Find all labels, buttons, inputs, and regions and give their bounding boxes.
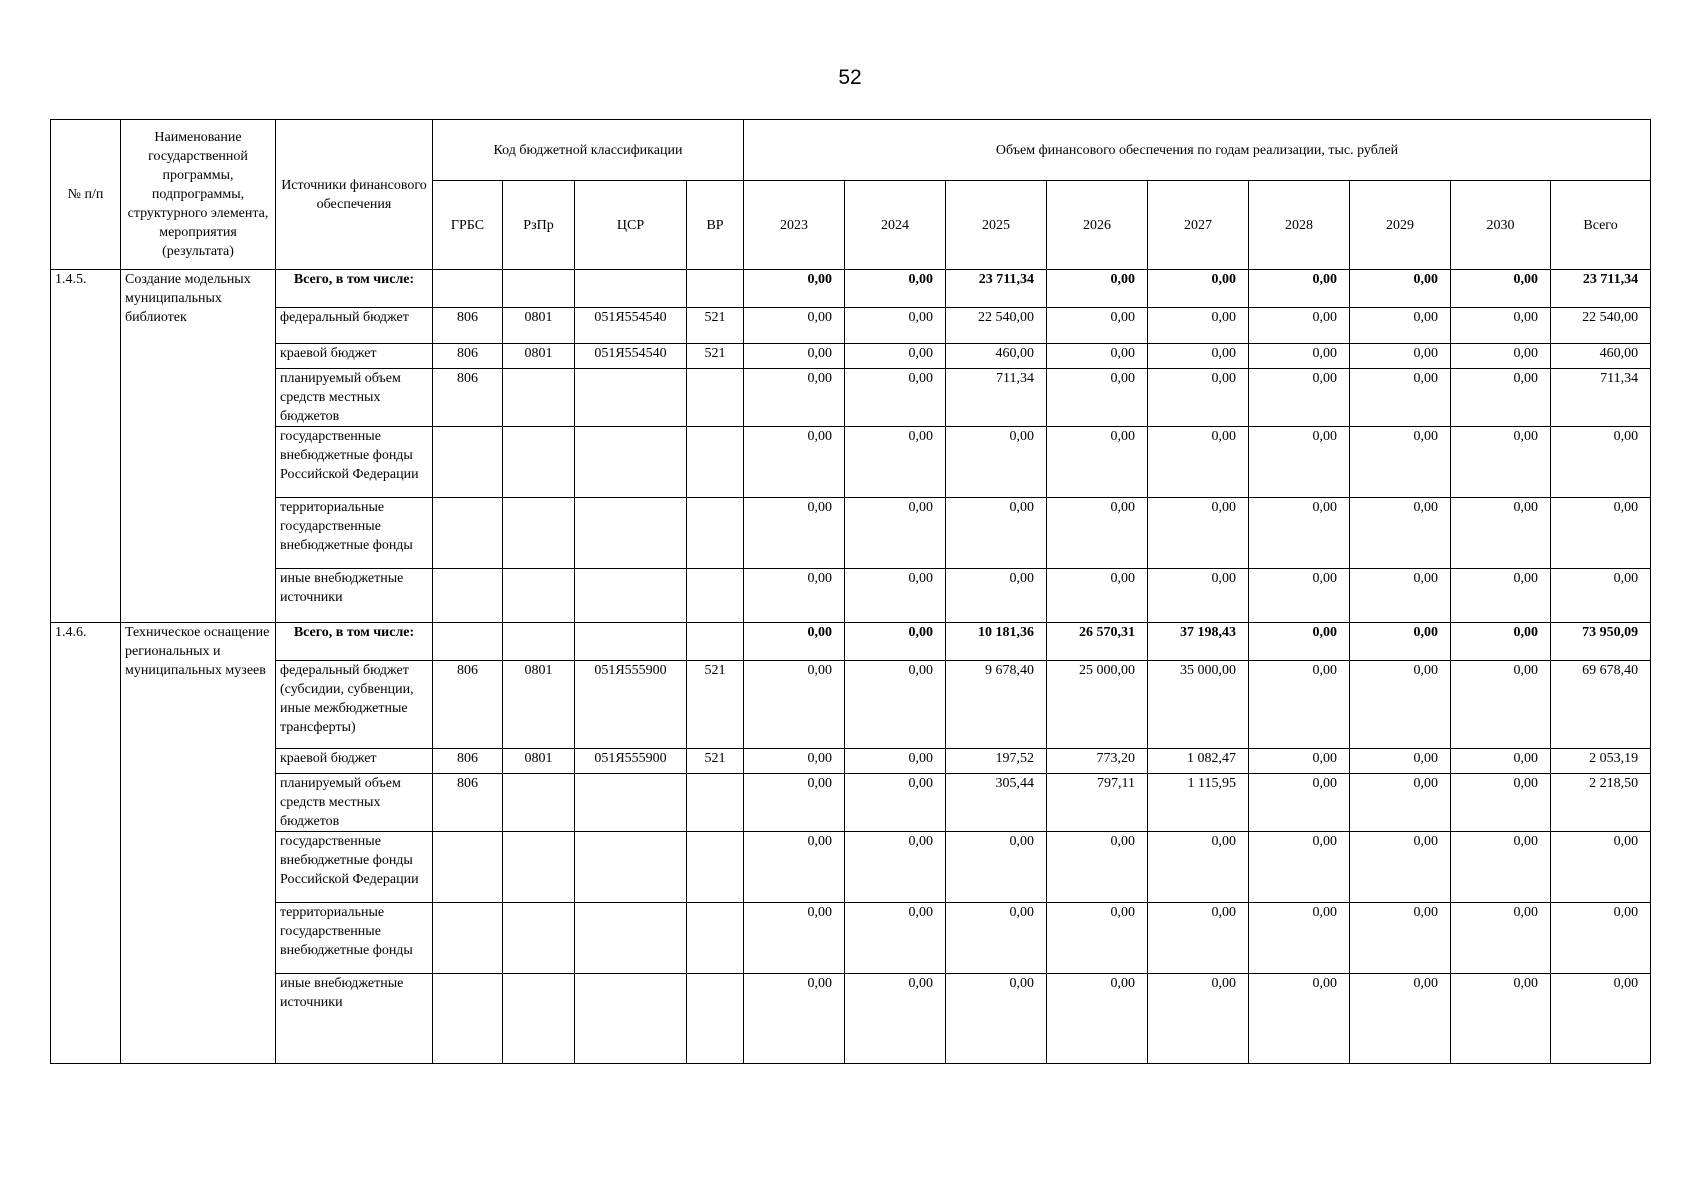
vr-cell: 521	[687, 344, 744, 369]
vr-cell	[687, 903, 744, 974]
table-row	[51, 774, 1651, 832]
year-value-cell: 0,00	[1249, 369, 1350, 427]
year-value-cell: 0,00	[1249, 974, 1350, 1064]
year-value-cell: 0,00	[1249, 832, 1350, 903]
year-value-cell: 0,00	[845, 270, 946, 308]
source-cell: планируемый объем средств местных бюджетов	[276, 369, 433, 427]
source-cell: Всего, в том числе:	[276, 623, 433, 661]
source-cell: иные внебюджетные источники	[276, 569, 433, 623]
year-value-cell: 0,00	[744, 498, 845, 569]
year-value-cell: 0,00	[1350, 369, 1451, 427]
rzpr-cell	[503, 832, 575, 903]
total-value-cell: 73 950,09	[1551, 623, 1651, 661]
vr-cell	[687, 569, 744, 623]
year-value-cell: 0,00	[1148, 832, 1249, 903]
header-num: № п/п	[51, 120, 121, 270]
csr-cell	[575, 974, 687, 1064]
rzpr-cell: 0801	[503, 749, 575, 774]
year-value-cell: 0,00	[1451, 661, 1551, 749]
financing-table	[50, 119, 1651, 1064]
csr-cell	[575, 427, 687, 498]
year-value-cell: 0,00	[1451, 749, 1551, 774]
year-value-cell: 711,34	[946, 369, 1047, 427]
year-value-cell: 0,00	[1451, 903, 1551, 974]
table-row	[51, 308, 1651, 344]
year-value-cell: 0,00	[744, 774, 845, 832]
year-value-cell: 0,00	[1047, 427, 1148, 498]
year-value-cell: 0,00	[845, 661, 946, 749]
year-value-cell: 0,00	[845, 749, 946, 774]
year-value-cell: 0,00	[744, 832, 845, 903]
grbs-cell	[433, 832, 503, 903]
year-value-cell: 0,00	[1249, 344, 1350, 369]
grbs-cell: 806	[433, 308, 503, 344]
year-value-cell: 0,00	[744, 569, 845, 623]
year-value-cell: 35 000,00	[1148, 661, 1249, 749]
year-value-cell: 0,00	[1451, 569, 1551, 623]
table-row	[51, 498, 1651, 569]
year-value-cell: 0,00	[1451, 974, 1551, 1064]
year-value-cell: 9 678,40	[946, 661, 1047, 749]
year-value-cell: 0,00	[845, 308, 946, 344]
year-value-cell: 0,00	[1249, 270, 1350, 308]
year-value-cell: 0,00	[1451, 369, 1551, 427]
total-value-cell: 22 540,00	[1551, 308, 1651, 344]
header-vr: ВР	[687, 181, 744, 270]
total-value-cell: 69 678,40	[1551, 661, 1651, 749]
grbs-cell: 806	[433, 749, 503, 774]
year-value-cell: 0,00	[744, 270, 845, 308]
year-value-cell: 0,00	[1451, 774, 1551, 832]
rzpr-cell	[503, 623, 575, 661]
item-name: Техническое оснащение региональных и муниципальных музеев	[121, 623, 276, 1064]
csr-cell: 051Я555900	[575, 749, 687, 774]
year-value-cell: 0,00	[1047, 569, 1148, 623]
csr-cell	[575, 623, 687, 661]
grbs-cell	[433, 427, 503, 498]
year-value-cell: 0,00	[1047, 974, 1148, 1064]
vr-cell	[687, 369, 744, 427]
total-value-cell: 0,00	[1551, 974, 1651, 1064]
header-volume: Объем финансового обеспечения по годам реализации, тыс. рублей	[744, 120, 1651, 181]
year-value-cell: 0,00	[845, 974, 946, 1064]
year-value-cell: 0,00	[946, 569, 1047, 623]
table-row	[51, 270, 1651, 308]
total-value-cell: 0,00	[1551, 903, 1651, 974]
source-cell: федеральный бюджет (субсидии, субвенции, иные межбюджетные трансферты)	[276, 661, 433, 749]
year-value-cell: 0,00	[744, 661, 845, 749]
year-value-cell: 37 198,43	[1148, 623, 1249, 661]
vr-cell	[687, 623, 744, 661]
year-value-cell: 0,00	[845, 832, 946, 903]
csr-cell: 051Я554540	[575, 308, 687, 344]
year-value-cell: 0,00	[946, 903, 1047, 974]
source-cell: государственные внебюджетные фонды Российской Федерации	[276, 832, 433, 903]
year-value-cell: 0,00	[744, 427, 845, 498]
year-value-cell: 26 570,31	[1047, 623, 1148, 661]
year-value-cell: 0,00	[1047, 308, 1148, 344]
year-value-cell: 23 711,34	[946, 270, 1047, 308]
vr-cell: 521	[687, 308, 744, 344]
year-value-cell: 22 540,00	[946, 308, 1047, 344]
year-value-cell: 0,00	[845, 774, 946, 832]
year-value-cell: 0,00	[1350, 569, 1451, 623]
vr-cell	[687, 832, 744, 903]
year-value-cell: 0,00	[1451, 832, 1551, 903]
year-value-cell: 0,00	[1350, 270, 1451, 308]
rzpr-cell	[503, 903, 575, 974]
header-year: 2030	[1451, 181, 1551, 270]
year-value-cell: 0,00	[1451, 270, 1551, 308]
total-value-cell: 460,00	[1551, 344, 1651, 369]
table-row	[51, 623, 1651, 661]
csr-cell	[575, 498, 687, 569]
table-row	[51, 749, 1651, 774]
rzpr-cell	[503, 270, 575, 308]
csr-cell	[575, 832, 687, 903]
year-value-cell: 0,00	[1047, 369, 1148, 427]
year-value-cell: 0,00	[1249, 427, 1350, 498]
grbs-cell: 806	[433, 774, 503, 832]
year-value-cell: 0,00	[744, 308, 845, 344]
total-value-cell: 711,34	[1551, 369, 1651, 427]
grbs-cell	[433, 569, 503, 623]
year-value-cell: 0,00	[1148, 427, 1249, 498]
table-row	[51, 427, 1651, 498]
year-value-cell: 0,00	[1249, 498, 1350, 569]
year-value-cell: 0,00	[845, 369, 946, 427]
year-value-cell: 0,00	[1249, 774, 1350, 832]
year-value-cell: 0,00	[845, 569, 946, 623]
table-row	[51, 661, 1651, 749]
source-cell: планируемый объем средств местных бюджетов	[276, 774, 433, 832]
table-body	[51, 270, 1651, 1064]
source-cell: краевой бюджет	[276, 344, 433, 369]
table-row	[51, 832, 1651, 903]
source-cell: иные внебюджетные источники	[276, 974, 433, 1064]
year-value-cell: 0,00	[1451, 498, 1551, 569]
vr-cell	[687, 774, 744, 832]
header-sources: Источники финансового обеспечения	[276, 120, 433, 270]
year-value-cell: 0,00	[744, 623, 845, 661]
header-kbk: Код бюджетной классификации	[433, 120, 744, 181]
header-name: Наименование государственной программы, подпрограммы, структурного элемента, мероприятия (результата)	[121, 120, 276, 270]
rzpr-cell	[503, 974, 575, 1064]
rzpr-cell	[503, 498, 575, 569]
year-value-cell: 305,44	[946, 774, 1047, 832]
page-number: 52	[838, 66, 862, 89]
source-cell: федеральный бюджет	[276, 308, 433, 344]
grbs-cell: 806	[433, 661, 503, 749]
source-cell: Всего, в том числе:	[276, 270, 433, 308]
year-value-cell: 0,00	[744, 749, 845, 774]
vr-cell: 521	[687, 749, 744, 774]
csr-cell: 051Я554540	[575, 344, 687, 369]
rzpr-cell	[503, 369, 575, 427]
year-value-cell: 0,00	[744, 903, 845, 974]
year-value-cell: 0,00	[1047, 498, 1148, 569]
grbs-cell	[433, 498, 503, 569]
year-value-cell: 0,00	[845, 498, 946, 569]
source-cell: территориальные государственные внебюджетные фонды	[276, 498, 433, 569]
year-value-cell: 0,00	[1350, 832, 1451, 903]
year-value-cell: 0,00	[1249, 661, 1350, 749]
year-value-cell: 0,00	[1148, 344, 1249, 369]
year-value-cell: 0,00	[744, 974, 845, 1064]
vr-cell	[687, 427, 744, 498]
year-value-cell: 0,00	[1350, 344, 1451, 369]
year-value-cell: 0,00	[1047, 270, 1148, 308]
year-value-cell: 0,00	[744, 369, 845, 427]
year-value-cell: 797,11	[1047, 774, 1148, 832]
year-value-cell: 0,00	[1350, 903, 1451, 974]
year-value-cell: 1 082,47	[1148, 749, 1249, 774]
year-value-cell: 0,00	[1350, 974, 1451, 1064]
rzpr-cell: 0801	[503, 344, 575, 369]
rzpr-cell	[503, 774, 575, 832]
vr-cell	[687, 270, 744, 308]
year-value-cell: 0,00	[1047, 832, 1148, 903]
year-value-cell: 0,00	[1350, 774, 1451, 832]
item-name: Создание модельных муниципальных библиотек	[121, 270, 276, 623]
year-value-cell: 0,00	[1148, 270, 1249, 308]
csr-cell	[575, 569, 687, 623]
source-cell: территориальные государственные внебюджетные фонды	[276, 903, 433, 974]
year-value-cell: 773,20	[1047, 749, 1148, 774]
year-value-cell: 0,00	[946, 427, 1047, 498]
total-value-cell: 0,00	[1551, 427, 1651, 498]
header-grbs: ГРБС	[433, 181, 503, 270]
year-value-cell: 197,52	[946, 749, 1047, 774]
year-value-cell: 0,00	[1148, 974, 1249, 1064]
table-row	[51, 569, 1651, 623]
grbs-cell	[433, 623, 503, 661]
header-rzpr: РзПр	[503, 181, 575, 270]
vr-cell: 521	[687, 661, 744, 749]
header-year: 2027	[1148, 181, 1249, 270]
total-value-cell: 0,00	[1551, 569, 1651, 623]
year-value-cell: 0,00	[1148, 498, 1249, 569]
rzpr-cell: 0801	[503, 661, 575, 749]
header-year: 2023	[744, 181, 845, 270]
vr-cell	[687, 974, 744, 1064]
header-year: 2024	[845, 181, 946, 270]
year-value-cell: 0,00	[1350, 427, 1451, 498]
table-row	[51, 903, 1651, 974]
grbs-cell	[433, 270, 503, 308]
year-value-cell: 0,00	[1451, 623, 1551, 661]
item-number: 1.4.6.	[51, 623, 121, 1064]
grbs-cell: 806	[433, 369, 503, 427]
source-cell: государственные внебюджетные фонды Российской Федерации	[276, 427, 433, 498]
header-year: 2028	[1249, 181, 1350, 270]
year-value-cell: 0,00	[946, 832, 1047, 903]
year-value-cell: 0,00	[1451, 344, 1551, 369]
header-year: 2026	[1047, 181, 1148, 270]
year-value-cell: 0,00	[1350, 623, 1451, 661]
table-row	[51, 369, 1651, 427]
year-value-cell: 0,00	[845, 903, 946, 974]
year-value-cell: 10 181,36	[946, 623, 1047, 661]
year-value-cell: 0,00	[946, 498, 1047, 569]
year-value-cell: 1 115,95	[1148, 774, 1249, 832]
year-value-cell: 0,00	[1350, 498, 1451, 569]
year-value-cell: 0,00	[1451, 308, 1551, 344]
year-value-cell: 0,00	[1148, 369, 1249, 427]
grbs-cell	[433, 903, 503, 974]
year-value-cell: 0,00	[845, 427, 946, 498]
grbs-cell	[433, 974, 503, 1064]
csr-cell	[575, 774, 687, 832]
year-value-cell: 0,00	[946, 974, 1047, 1064]
vr-cell	[687, 498, 744, 569]
csr-cell	[575, 903, 687, 974]
header-total: Всего	[1551, 181, 1651, 270]
total-value-cell: 2 053,19	[1551, 749, 1651, 774]
year-value-cell: 0,00	[845, 623, 946, 661]
item-number: 1.4.5.	[51, 270, 121, 623]
rzpr-cell	[503, 569, 575, 623]
year-value-cell: 0,00	[1249, 308, 1350, 344]
total-value-cell: 0,00	[1551, 498, 1651, 569]
year-value-cell: 0,00	[845, 344, 946, 369]
csr-cell	[575, 270, 687, 308]
year-value-cell: 0,00	[1249, 623, 1350, 661]
year-value-cell: 0,00	[1249, 569, 1350, 623]
year-value-cell: 0,00	[1350, 749, 1451, 774]
year-value-cell: 0,00	[1148, 903, 1249, 974]
rzpr-cell: 0801	[503, 308, 575, 344]
year-value-cell: 0,00	[1451, 427, 1551, 498]
total-value-cell: 0,00	[1551, 832, 1651, 903]
table-row	[51, 344, 1651, 369]
year-value-cell: 0,00	[1148, 569, 1249, 623]
csr-cell: 051Я555900	[575, 661, 687, 749]
grbs-cell: 806	[433, 344, 503, 369]
year-value-cell: 0,00	[1350, 308, 1451, 344]
year-value-cell: 460,00	[946, 344, 1047, 369]
header-year: 2029	[1350, 181, 1451, 270]
header-year: 2025	[946, 181, 1047, 270]
year-value-cell: 0,00	[1249, 903, 1350, 974]
year-value-cell: 0,00	[1047, 344, 1148, 369]
total-value-cell: 2 218,50	[1551, 774, 1651, 832]
source-cell: краевой бюджет	[276, 749, 433, 774]
header-csr: ЦСР	[575, 181, 687, 270]
year-value-cell: 0,00	[1249, 749, 1350, 774]
year-value-cell: 0,00	[1350, 661, 1451, 749]
year-value-cell: 0,00	[1047, 903, 1148, 974]
csr-cell	[575, 369, 687, 427]
year-value-cell: 0,00	[744, 344, 845, 369]
table-row	[51, 974, 1651, 1064]
year-value-cell: 25 000,00	[1047, 661, 1148, 749]
year-value-cell: 0,00	[1148, 308, 1249, 344]
rzpr-cell	[503, 427, 575, 498]
total-value-cell: 23 711,34	[1551, 270, 1651, 308]
